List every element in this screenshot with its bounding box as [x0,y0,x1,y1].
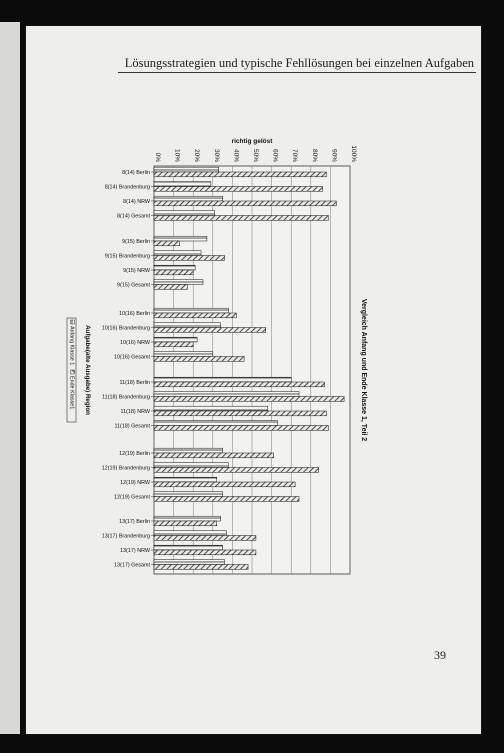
x-tick-label: 20% [193,148,201,162]
bar-ende [154,397,344,402]
category-label: 9(15) Gesamt [117,282,150,289]
bar-ende [154,550,256,555]
bar-anfang [154,352,213,357]
x-tick-label: 30% [212,148,220,162]
category-label: 12(19) NRW [120,480,150,486]
bar-ende [154,453,274,458]
x-tick-label: 50% [252,148,259,162]
x-axis-label: richtig gelöst [231,138,273,145]
bar-anfang [154,516,221,521]
bar-ende [154,201,336,206]
category-label: 10(16) Brandenburg [101,325,150,332]
bar-anfang [154,406,268,411]
category-label: 11(18) NRW [120,409,150,415]
x-tick-label: 90% [330,148,338,162]
category-label: 8(14) NRW [123,199,150,205]
category-label: 12(19) Berlin [119,451,150,457]
bar-anfang [154,492,223,497]
bar-anfang [154,308,228,313]
bar-anfang [154,448,223,453]
chart-title: Vergleich Anfang und Ende Klasse 1, Teil 2 [360,298,367,442]
bar-ende [154,468,319,473]
category-label: 11(18) Gesamt [114,423,150,430]
legend-anfang-swatch [71,320,75,324]
bar-anfang [154,377,291,382]
bar-ende [154,270,193,275]
category-label: 8(14) Gesamt [117,213,150,220]
bar-ende [154,241,179,246]
bar-anfang [154,421,277,426]
category-label: 8(14) Brandenburg [104,184,150,191]
x-tick-label: 60% [271,148,279,162]
category-label: 11(18) Berlin [119,380,150,386]
category-label: 10(16) Gesamt [114,354,150,361]
bar-ende [154,565,248,570]
category-label: 9(15) Brandenburg [104,253,150,260]
bar-anfang [154,545,223,550]
bar-anfang [154,477,217,482]
bar-anfang [154,251,201,256]
legend-ende-label: Ende Klasse1 [68,376,75,410]
y-axis-label: Aufgabe(alte Ausgabe) Region [84,325,91,415]
bar-ende [154,342,193,347]
bar-ende [154,172,326,177]
category-label: 10(16) NRW [120,340,150,346]
bar-ende [154,382,325,387]
category-label: 13(17) Berlin [119,519,150,525]
bar-ende [154,482,295,487]
bar-ende [154,328,266,333]
bar-anfang [154,531,227,536]
bar-ende [154,521,217,526]
x-tick-label: 80% [310,148,318,162]
bar-ende [154,187,323,192]
x-tick-label: 70% [291,148,299,162]
legend-anfang-label: Anfang Klasse 1 [68,326,75,366]
bar-ende [154,536,256,541]
bar-ende [154,216,328,221]
bar-anfang [154,463,228,468]
category-label: 10(16) Berlin [119,311,150,317]
bar-ende [154,357,244,362]
bar-anfang [154,392,299,397]
legend-ende-swatch [71,370,75,374]
bar-ende [154,497,299,502]
x-tick-label: 10% [173,148,181,162]
category-label: 11(18) Brandenburg [102,394,150,401]
category-label: 13(17) Brandenburg [101,533,150,540]
page-number: 39 [434,648,446,662]
category-label: 8(14) Berlin [122,170,150,176]
bar-anfang [154,265,195,270]
x-tick-label: 0% [154,152,161,162]
bar-anfang [154,337,197,342]
x-tick-label: 40% [232,148,240,162]
x-tick-label: 100% [350,145,357,162]
bar-anfang [154,323,221,328]
bar-anfang [154,236,207,241]
bar-anfang [154,560,225,565]
category-label: 9(15) NRW [123,268,150,274]
category-label: 9(15) Berlin [122,239,150,245]
bar-anfang [154,196,223,201]
bar-anfang [154,211,215,216]
running-header: Lösungsstrategien und typische Fehllösungen bei einzelnen Aufgaben [124,56,474,70]
category-label: 13(17) NRW [120,548,150,554]
category-label: 12(19) Gesamt [114,494,150,501]
bar-ende [154,313,236,318]
bar-anfang [154,167,219,172]
bar-ende [154,426,328,431]
category-label: 12(19) Brandenburg [101,465,150,472]
bar-ende [154,285,187,290]
legend [69,320,75,409]
bar-anfang [154,280,203,285]
category-label: 13(17) Gesamt [114,562,150,569]
bar-anfang [154,182,211,187]
bar-ende [154,256,225,261]
bar-ende [154,411,326,416]
